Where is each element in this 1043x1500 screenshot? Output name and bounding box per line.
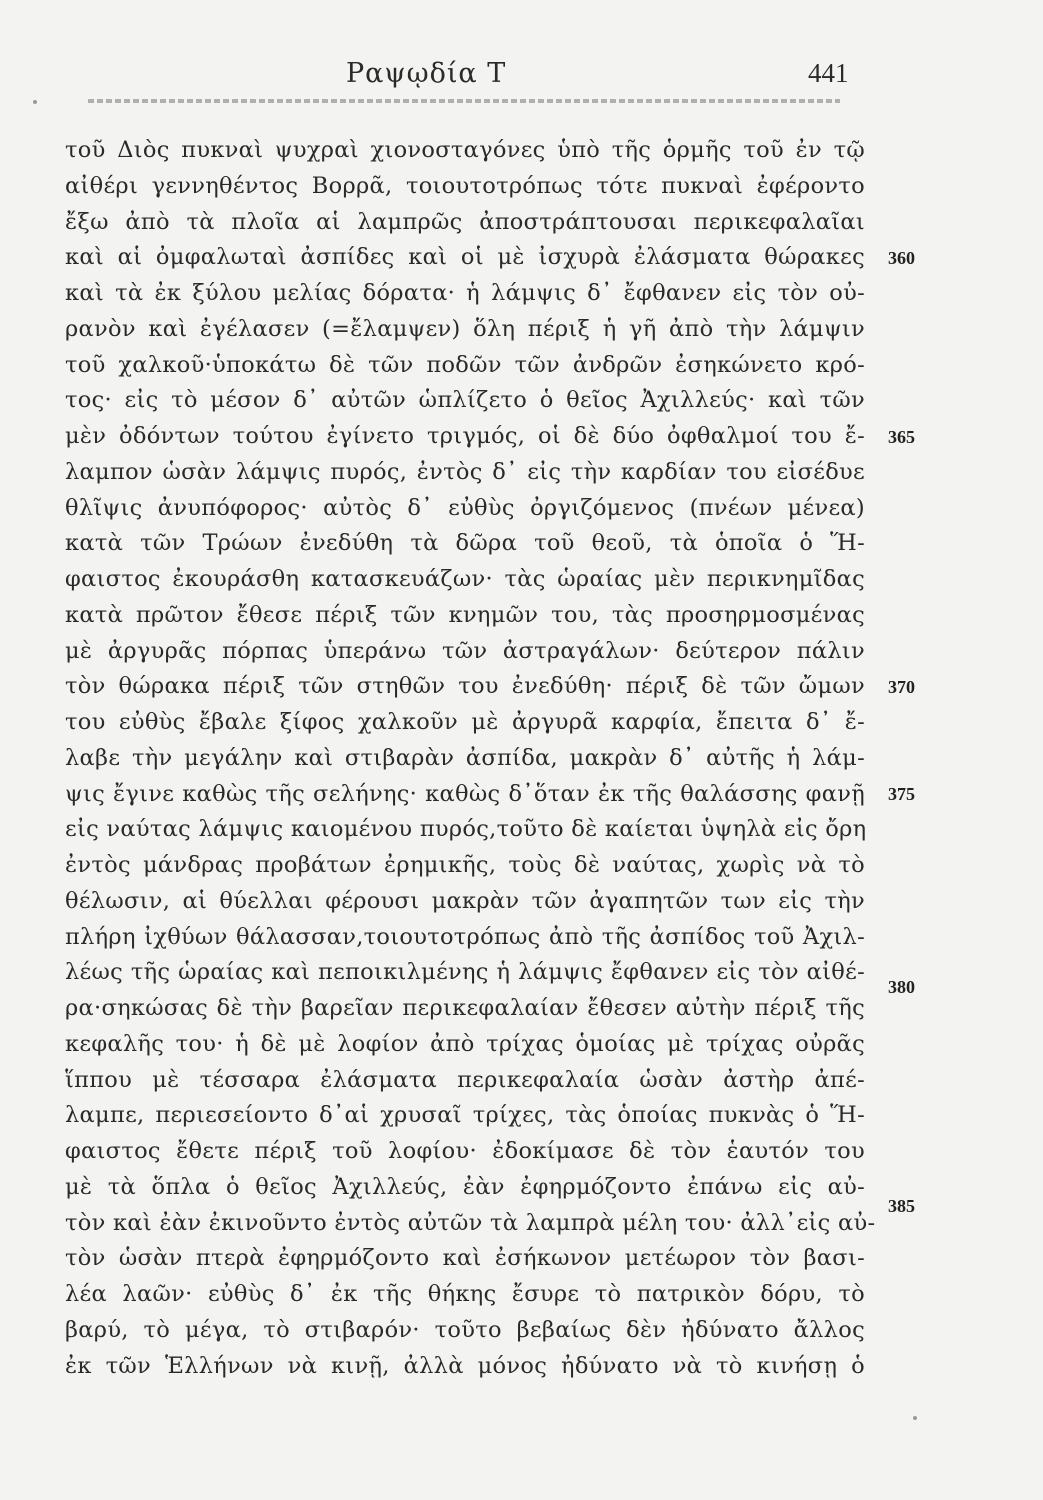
text-line: κατὰ πρῶτον ἔθεσε πέριξ τῶν κνημῶν του, τὰς προσηρμοσμένας xyxy=(65,601,865,628)
text-line: ἐκ τῶν Ἑλλήνων νὰ κινῇ, ἀλλὰ μόνος ἠδύνατο νὰ τὸ κινήσῃ ὁ xyxy=(65,1352,865,1379)
text-line: μὲ τὰ ὅπλα ὁ θεῖος Ἀχιλλεύς, ἐὰν ἐφηρμόζοντο ἐπάνω εἰς αὐ- xyxy=(65,1173,865,1200)
text-line: μὲ ἀργυρᾶς πόρπας ὑπεράνω τῶν ἀστραγάλων· δεύτερον πάλιν xyxy=(65,637,865,664)
text-line: τὸν θώρακα πέριξ τῶν στηθῶν του ἐνεδύθη· πέριξ δὲ τῶν ὤμων xyxy=(65,673,865,700)
header-rule xyxy=(88,99,840,103)
verse-number: 370 xyxy=(888,677,915,697)
text-line: εἰς ναύτας λάμψις καιομένου πυρός,τοῦτο δὲ καίεται ὑψηλὰ εἰς ὄρη xyxy=(65,816,867,843)
verse-number: 380 xyxy=(888,977,915,997)
text-line: κεφαλῆς του· ἡ δὲ μὲ λοφίον ἀπὸ τρίχας ὁμοίας μὲ τρίχας οὐρᾶς xyxy=(65,1030,865,1057)
text-line: τὸν καὶ ἐὰν ἐκινοῦντο ἐντὸς αὐτῶν τὰ λαμπρὰ μέλη του· ἀλλ᾽εἰς αὐ- xyxy=(65,1209,876,1236)
text-line: τοῦ Διὸς πυκναὶ ψυχραὶ χιονοσταγόνες ὑπὸ τῆς ὁρμῆς τοῦ ἐν τῷ xyxy=(65,137,865,163)
text-line: λέως τῆς ὡραίας καὶ πεποικιλμένης ἡ λάμψις ἔφθανεν εἰς τὸν αἰθέ- xyxy=(65,959,865,986)
verse-number: 360 xyxy=(888,248,915,268)
text-line: ἵππου μὲ τέσσαρα ἐλάσματα περικεφαλαία ὡσὰν ἀστὴρ ἀπέ- xyxy=(65,1066,865,1093)
text-line: αἰθέρι γεννηθέντος Βορρᾶ, τοιουτοτρόπως τότε πυκναὶ ἐφέροντο xyxy=(65,172,865,199)
text-line: ψις ἔγινε καθὼς τῆς σελήνης· καθὼς δ᾽ὅταν ἐκ τῆς θαλάσσης φανῇ xyxy=(65,780,865,807)
text-line: τος· εἰς τὸ μέσον δ᾽ αὐτῶν ὡπλίζετο ὁ θεῖος Ἀχιλλεύς· καὶ τῶν xyxy=(65,387,865,414)
verse-number: 385 xyxy=(888,1196,915,1216)
chapter-title: Ραψῳδία Τ xyxy=(346,58,507,89)
text-line: τὸν ὡσὰν πτερὰ ἐφηρμόζοντο καὶ ἐσήκωνον μετέωρον τὸν βασι- xyxy=(65,1245,865,1272)
paper-speck xyxy=(913,1416,917,1420)
page-number: 441 xyxy=(808,58,849,88)
text-line: λαμπε, περιεσείοντο δ᾽αἱ χρυσαῖ τρίχες, τὰς ὁποίας πυκνὰς ὁ Ἥ- xyxy=(65,1102,865,1129)
text-line: λαμπον ὡσὰν λάμψις πυρός, ἐντὸς δ᾽ εἰς τὴν καρδίαν του εἰσέδυε xyxy=(65,458,865,485)
verse-number: 365 xyxy=(888,427,915,447)
text-line: φαιστος ἔθετε πέριξ τοῦ λοφίου· ἐδοκίμασε δὲ τὸν ἑαυτόν του xyxy=(65,1138,865,1164)
text-line: ἐντὸς μάνδρας προβάτων ἐρημικῆς, τοὺς δὲ ναύτας, χωρὶς νὰ τὸ xyxy=(65,852,865,878)
text-line: ρανὸν καὶ ἐγέλασεν (=ἔλαμψεν) ὅλη πέριξ ἡ γῆ ἀπὸ τὴν λάμψιν xyxy=(65,315,865,342)
running-header xyxy=(0,58,1043,98)
text-line: τοῦ χαλκοῦ·ὑποκάτω δὲ τῶν ποδῶν τῶν ἀνδρῶν ἐσηκώνετο κρό- xyxy=(65,351,865,378)
paper-speck xyxy=(33,100,37,104)
text-line: κατὰ τῶν Τρώων ἐνεδύθη τὰ δῶρα τοῦ θεοῦ, τὰ ὁποῖα ὁ Ἥ- xyxy=(65,530,865,557)
text-line: λαβε τὴν μεγάλην καὶ στιβαρὰν ἀσπίδα, μακρὰν δ᾽ αὐτῆς ἡ λάμ- xyxy=(65,744,865,771)
text-line: λέα λαῶν· εὐθὺς δ᾽ ἐκ τῆς θήκης ἔσυρε τὸ πατρικὸν δόρυ, τὸ xyxy=(65,1281,865,1307)
text-line: φαιστος ἐκουράσθη κατασκευάζων· τὰς ὡραίας μὲν περικνημῖδας xyxy=(65,566,865,592)
text-line: καὶ αἱ ὀμφαλωταὶ ἀσπίδες καὶ οἱ μὲ ἰσχυρὰ ἐλάσματα θώρακες xyxy=(65,244,865,271)
text-line: θέλωσιν, αἱ θύελλαι φέρουσι μακρὰν τῶν ἀγαπητῶν των εἰς τὴν xyxy=(65,887,865,914)
text-line: ἔξω ἀπὸ τὰ πλοῖα αἱ λαμπρῶς ἀποστράπτουσαι περικεφαλαῖαι xyxy=(65,208,865,235)
verse-number: 375 xyxy=(888,784,915,804)
text-line: πλήρη ἰχθύων θάλασσαν,τοιουτοτρόπως ἀπὸ τῆς ἀσπίδος τοῦ Ἀχιλ- xyxy=(65,923,865,950)
text-line: καὶ τὰ ἐκ ξύλου μελίας δόρατα· ἡ λάμψις δ᾽ ἔφθανεν εἰς τὸν οὐ- xyxy=(65,280,865,306)
text-line: ρα·σηκώσας δὲ τὴν βαρεῖαν περικεφαλαίαν ἔθεσεν αὐτὴν πέριξ τῆς xyxy=(65,995,865,1021)
text-line: θλῖψις ἀνυπόφορος· αὐτὸς δ᾽ εὐθὺς ὀργιζόμενος (πνέων μένεα) xyxy=(65,494,865,521)
body-text xyxy=(65,133,876,1384)
text-line: μὲν ὀδόντων τούτου ἐγίνετο τριγμός, οἱ δὲ δύο ὀφθαλμοί του ἔ- xyxy=(65,423,865,449)
text-line: βαρύ, τὸ μέγα, τὸ στιβαρόν· τοῦτο βεβαίως δὲν ἠδύνατο ἄλλος xyxy=(65,1316,865,1343)
text-line: του εὐθὺς ἔβαλε ξίφος χαλκοῦν μὲ ἀργυρᾶ καρφία, ἔπειτα δ᾽ ἔ- xyxy=(65,709,865,735)
